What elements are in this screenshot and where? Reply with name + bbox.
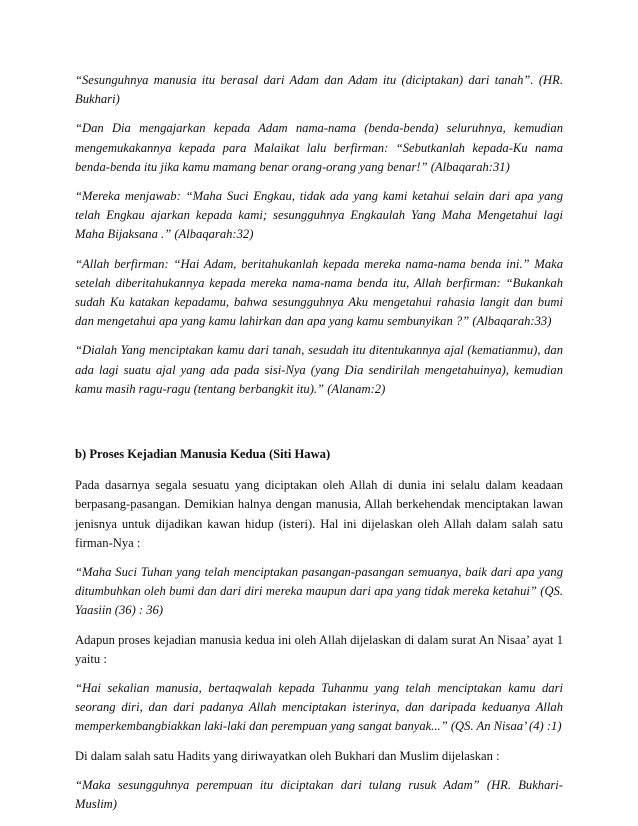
- quote-albaqarah-32: “Mereka menjawab: “Maha Suci Engkau, tidak ada yang kami ketahui selain dari apa yang telah Engkau ajarkan kepada kami; sesungguhnya Engkaulah Yang Maha Mengetahui lagi Maha Bijaksana .” (Albaqarah:32): [75, 189, 563, 242]
- quote-albaqarah-33: “Allah berfirman: “Hai Adam, beritahukanlah kepada mereka nama-nama benda ini.” Maka setelah diberitahukannya kepada mereka nama-nama benda itu, Allah berfirman: “Bukankah sudah Ku katakan kepadamu, bahwa sesungguhnya Aku mengetahui rahasia langit dan bumi dan mengetahui apa yang kamu lahirkan dan apa yang kamu sembunyikan ?” (Albaqarah:33): [75, 256, 563, 329]
- body-paragraph-intro: Pada dasarnya segala sesuatu yang diciptakan oleh Allah di dunia ini selalu dalam keadaan berpasang-pasangan. Demikian halnya dengan manusia, Allah berkehendak menciptakan lawan jenisnya untuk dijadikan kawan hidup (isteri). Hal ini dijelaskan oleh Allah dalam salah satu firman-Nya :: [75, 478, 563, 550]
- section-heading: b) Proses Kejadian Manusia Kedua (Siti Hawa): [75, 447, 331, 462]
- hadith-quote-bukhari: “Sesunguhnya manusia itu berasal dari Adam dan Adam itu (diciptakan) dari tanah”. (HR. Bukhari): [75, 73, 563, 107]
- quote-alanam-2: “Dialah Yang menciptakan kamu dari tanah, sesudah itu ditentukannya ajal (kematianmu), dan ada lagi suatu ajal yang ada pada sisi-Nya (yang Dia sendirilah mengetahuinya), kemudian kamu masih ragu-ragu (tentang berbangkit itu).” (Alanam:2): [75, 343, 563, 396]
- quote-yaasiin-36: “Maha Suci Tuhan yang telah menciptakan pasangan-pasangan semuanya, baik dari apa yang ditumbuhkan oleh bumi dan dari diri mereka maupun dari apa yang tidak mereka ketahui” (QS. Yaasiin (36) : 36): [75, 565, 563, 618]
- document-page: [75, 71, 563, 814]
- quote-albaqarah-31: “Dan Dia mengajarkan kepada Adam nama-nama (benda-benda) seluruhnya, kemudian mengemukakannya kepada para Malaikat lalu berfirman: “Sebutkanlah kepada-Ku nama benda-benda itu jika kamu mamang benar orang-orang yang benar!” (Albaqarah:31): [75, 121, 563, 174]
- hadith-quote-bukhari-muslim: “Maka sesungguhnya perempuan itu diciptakan dari tulang rusuk Adam” (HR. Bukhari-Muslim): [75, 777, 563, 812]
- body-paragraph-annisaa: Adapun proses kejadian manusia kedua ini oleh Allah dijelaskan di dalam surat An Nisaa’ ayat 1 yaitu :: [75, 632, 563, 666]
- body-paragraph-hadith-intro: Di dalam salah satu Hadits yang diriwayatkan oleh Bukhari dan Muslim dijelaskan :: [75, 748, 500, 763]
- quote-annisaa-1: “Hai sekalian manusia, bertaqwalah kepada Tuhanmu yang telah menciptakan kamu dari seorang diri, dan dari padanya Allah menciptakan isterinya, dan daripada keduanya Allah memperkembangbiakkan laki-laki dan perempuan yang sangat banyak...” (QS. An Nisaa’ (4) :1): [75, 681, 563, 734]
